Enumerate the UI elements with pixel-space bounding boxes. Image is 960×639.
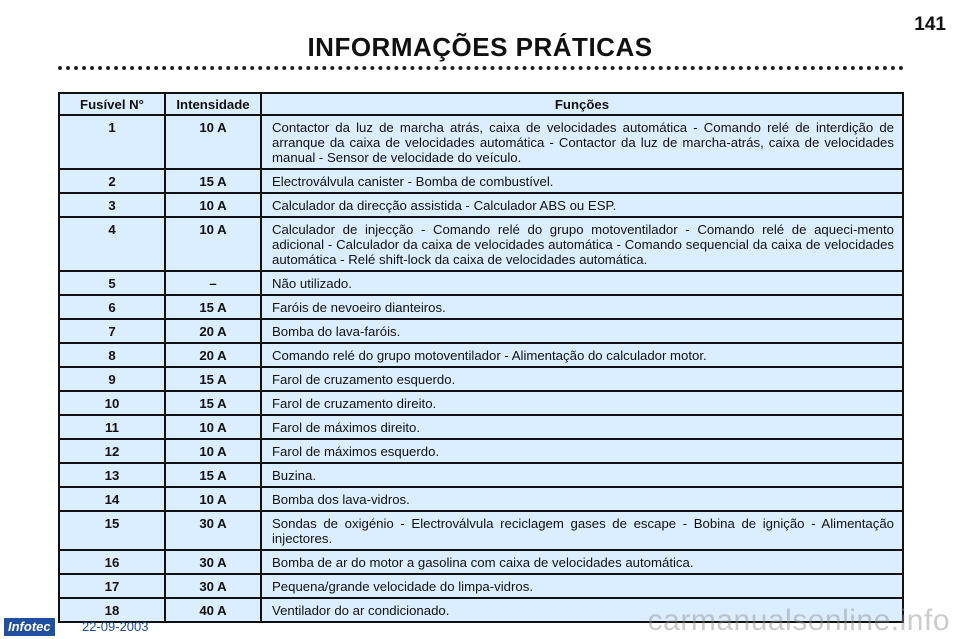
header-functions: Funções	[261, 93, 903, 115]
fuse-number-cell: 6	[59, 295, 165, 319]
fuse-number-cell: 1	[59, 115, 165, 169]
intensity-cell: 15 A	[165, 295, 261, 319]
intensity-cell: 15 A	[165, 169, 261, 193]
function-cell: Ventilador do ar condicionado.	[261, 598, 903, 622]
fuse-number-cell: 13	[59, 463, 165, 487]
fuse-number-cell: 5	[59, 271, 165, 295]
function-cell: Farol de cruzamento esquerdo.	[261, 367, 903, 391]
intensity-cell: –	[165, 271, 261, 295]
function-cell: Farol de cruzamento direito.	[261, 391, 903, 415]
table-row	[59, 295, 903, 319]
function-cell: Bomba de ar do motor a gasolina com caixa de velocidades automática.	[261, 550, 903, 574]
intensity-cell: 20 A	[165, 319, 261, 343]
function-cell: Calculador da direcção assistida - Calculador ABS ou ESP.	[261, 193, 903, 217]
header-intensity: Intensidade	[165, 93, 261, 115]
intensity-cell: 10 A	[165, 193, 261, 217]
dotted-divider	[58, 66, 904, 70]
table-header-row	[59, 93, 903, 115]
function-cell: Sondas de oxigénio - Electroválvula reciclagem gases de escape - Bobina de ignição - Alimentação injectores.	[261, 511, 903, 550]
intensity-cell: 10 A	[165, 415, 261, 439]
intensity-cell: 10 A	[165, 487, 261, 511]
intensity-cell: 30 A	[165, 511, 261, 550]
table-row	[59, 217, 903, 271]
fuse-number-cell: 4	[59, 217, 165, 271]
page-title: INFORMAÇÕES PRÁTICAS	[307, 32, 653, 62]
function-cell: Pequena/grande velocidade do limpa-vidros.	[261, 574, 903, 598]
fuse-number-cell: 17	[59, 574, 165, 598]
footer-date: 22-09-2003	[82, 619, 149, 634]
table-row	[59, 343, 903, 367]
intensity-cell: 10 A	[165, 439, 261, 463]
table-row	[59, 169, 903, 193]
function-cell: Farol de máximos esquerdo.	[261, 439, 903, 463]
table-row	[59, 319, 903, 343]
table-row	[59, 115, 903, 169]
intensity-cell: 30 A	[165, 550, 261, 574]
fuse-number-cell: 8	[59, 343, 165, 367]
intensity-cell: 10 A	[165, 217, 261, 271]
intensity-cell: 40 A	[165, 598, 261, 622]
function-cell: Contactor da luz de marcha atrás, caixa de velocidades automática - Comando relé de interdição de arranque da caixa de velocidades automática - Contactor da luz de marcha-atrás, caixa de velocidades manual - Sensor de velocidade do veículo.	[261, 115, 903, 169]
fuse-number-cell: 12	[59, 439, 165, 463]
fuse-number-cell: 7	[59, 319, 165, 343]
fuse-number-cell: 16	[59, 550, 165, 574]
table-row	[59, 550, 903, 574]
intensity-cell: 15 A	[165, 367, 261, 391]
table-row	[59, 439, 903, 463]
intensity-cell: 15 A	[165, 463, 261, 487]
function-cell: Calculador de injecção - Comando relé do grupo motoventilador - Comando relé de aqueci-mento adicional - Calculador da caixa de velocidades automática - Comando sequencial da caixa de velocidades automática - Relé shift-lock da caixa de velocidades automática.	[261, 217, 903, 271]
table-row	[59, 367, 903, 391]
function-cell: Bomba do lava-faróis.	[261, 319, 903, 343]
table-row	[59, 391, 903, 415]
table-row	[59, 271, 903, 295]
fuse-number-cell: 9	[59, 367, 165, 391]
header-fuse-number: Fusível N°	[59, 93, 165, 115]
function-cell: Farol de máximos direito.	[261, 415, 903, 439]
table-row	[59, 415, 903, 439]
fuse-number-cell: 3	[59, 193, 165, 217]
page-number: 141	[914, 14, 946, 35]
infotec-logo: Infotec	[4, 618, 55, 636]
table-row	[59, 193, 903, 217]
function-cell: Não utilizado.	[261, 271, 903, 295]
function-cell: Comando relé do grupo motoventilador - Alimentação do calculador motor.	[261, 343, 903, 367]
function-cell: Faróis de nevoeiro dianteiros.	[261, 295, 903, 319]
watermark: carmanualsonline.info	[647, 604, 950, 637]
function-cell: Electroválvula canister - Bomba de combustível.	[261, 169, 903, 193]
intensity-cell: 10 A	[165, 115, 261, 169]
table-row	[59, 511, 903, 550]
fuse-number-cell: 14	[59, 487, 165, 511]
intensity-cell: 30 A	[165, 574, 261, 598]
intensity-cell: 15 A	[165, 391, 261, 415]
fuse-number-cell: 2	[59, 169, 165, 193]
table-row	[59, 574, 903, 598]
fuse-table	[58, 92, 904, 623]
fuse-table-body	[59, 115, 903, 622]
fuse-number-cell: 11	[59, 415, 165, 439]
table-row	[59, 463, 903, 487]
intensity-cell: 20 A	[165, 343, 261, 367]
fuse-number-cell: 18	[59, 598, 165, 622]
table-row	[59, 487, 903, 511]
function-cell: Bomba dos lava-vidros.	[261, 487, 903, 511]
function-cell: Buzina.	[261, 463, 903, 487]
fuse-number-cell: 10	[59, 391, 165, 415]
fuse-number-cell: 15	[59, 511, 165, 550]
